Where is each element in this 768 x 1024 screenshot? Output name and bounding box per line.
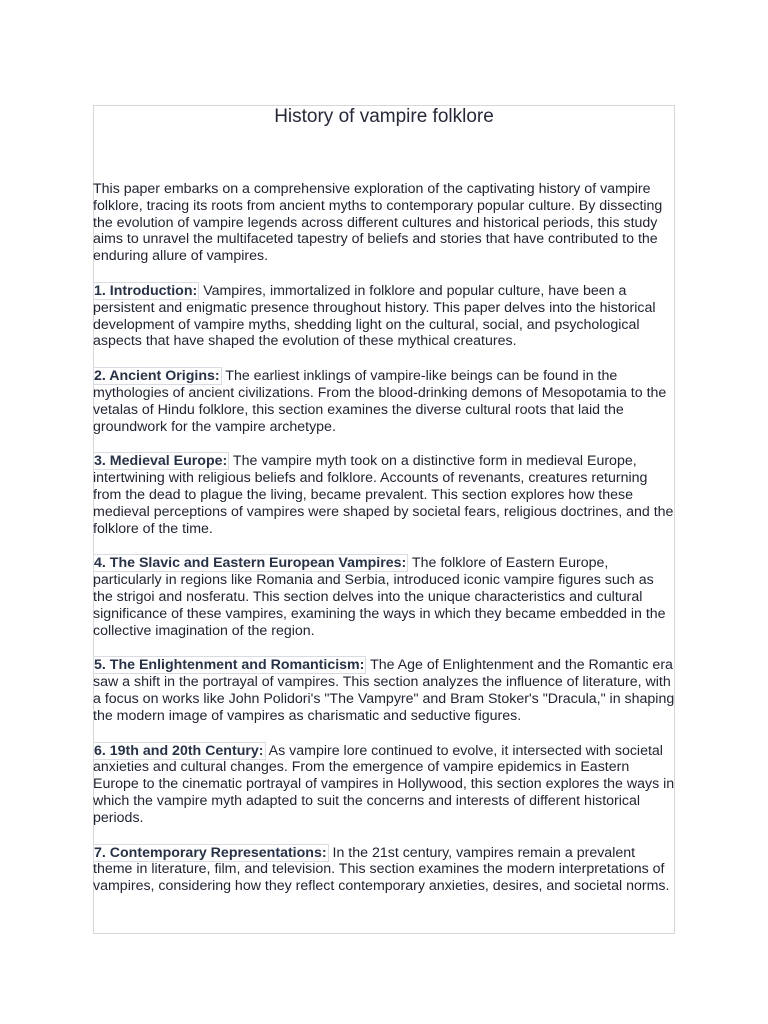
section-heading: 5. The Enlightenment and Romanticism: <box>94 657 365 674</box>
section-heading: 2. Ancient Origins: <box>94 368 220 385</box>
section-text: The earliest inklings of vampire-like beings can be found in the mythologies of ancient civilizations. From the blood-drinking demons of Mesopotamia to the vetalas of Hindu folklore, this section examines the diverse cultural roots that laid the groundwork for the vampire archetype. <box>93 368 667 435</box>
section-heading: 6. 19th and 20th Century: <box>94 742 264 759</box>
document-body <box>93 181 676 913</box>
document-title: History of vampire folklore <box>274 106 494 127</box>
section-paragraph <box>93 555 676 639</box>
section-heading: 4. The Slavic and Eastern European Vampires: <box>94 555 407 572</box>
section-paragraph <box>93 283 676 350</box>
section-text: The folklore of Eastern Europe, particularly in regions like Romania and Serbia, introduced iconic vampire figures such as the strigoi and nosferatu. This section delves into the unique characteristics and cultural significance of these vampires, examining the ways in which they became embedded in the collective imagination of the region. <box>93 555 666 639</box>
section-paragraph <box>93 453 676 537</box>
abstract-paragraph: This paper embarks on a comprehensive exploration of the captivating history of vampire folklore, tracing its roots from ancient myths to contemporary popular culture. By dissecting the evolution of vampire legends across different cultures and historical periods, this study aims to unravel the multifaceted tapestry of beliefs and stories that have contributed to the enduring allure of vampires. <box>93 181 663 265</box>
section-text: Vampires, immortalized in folklore and popular culture, have been a persistent and enigmatic presence throughout history. This paper delves into the historical development of vampire myths, shedding light on the cultural, social, and psychological aspects that have shaped the evolution of these mythical creatures. <box>93 282 656 350</box>
section-heading: 3. Medieval Europe: <box>94 453 228 470</box>
section-paragraph <box>93 368 676 435</box>
section-text: The Age of Enlightenment and the Romantic era saw a shift in the portrayal of vampires. This section analyzes the influence of literature, with a focus on works like John Polidori's "The Vampyre" and Bram Stoker's "Dracula," in shaping the modern image of vampires as charismatic and seductive figures. <box>93 657 675 724</box>
section-text: The vampire myth took on a distinctive form in medieval Europe, intertwining with religious beliefs and folklore. Accounts of revenants, creatures returning from the dead to plague the living, became prevalent. This section explores how these medieval perceptions of vampires were shaped by societal fears, religious doctrines, and the folklore of the time. <box>93 453 674 537</box>
section-heading: 7. Contemporary Representations: <box>94 844 327 861</box>
section-text: As vampire lore continued to evolve, it intersected with societal anxieties and cultural changes. From the emergence of vampire epidemics in Eastern Europe to the cinematic portrayal of vampires in Hollywood, this section explores the ways in which the vampire myth adapted to suit the concerns and interests of different historical periods. <box>93 742 675 826</box>
section-text: In the 21st century, vampires remain a prevalent theme in literature, film, and television. This section examines the modern interpretations of vampires, considering how they reflect contemporary anxieties, desires, and societal norms. <box>93 844 670 895</box>
section-paragraph <box>93 743 676 827</box>
section-heading: 1. Introduction: <box>94 282 198 299</box>
section-paragraph <box>93 657 676 724</box>
section-paragraph <box>93 845 676 895</box>
